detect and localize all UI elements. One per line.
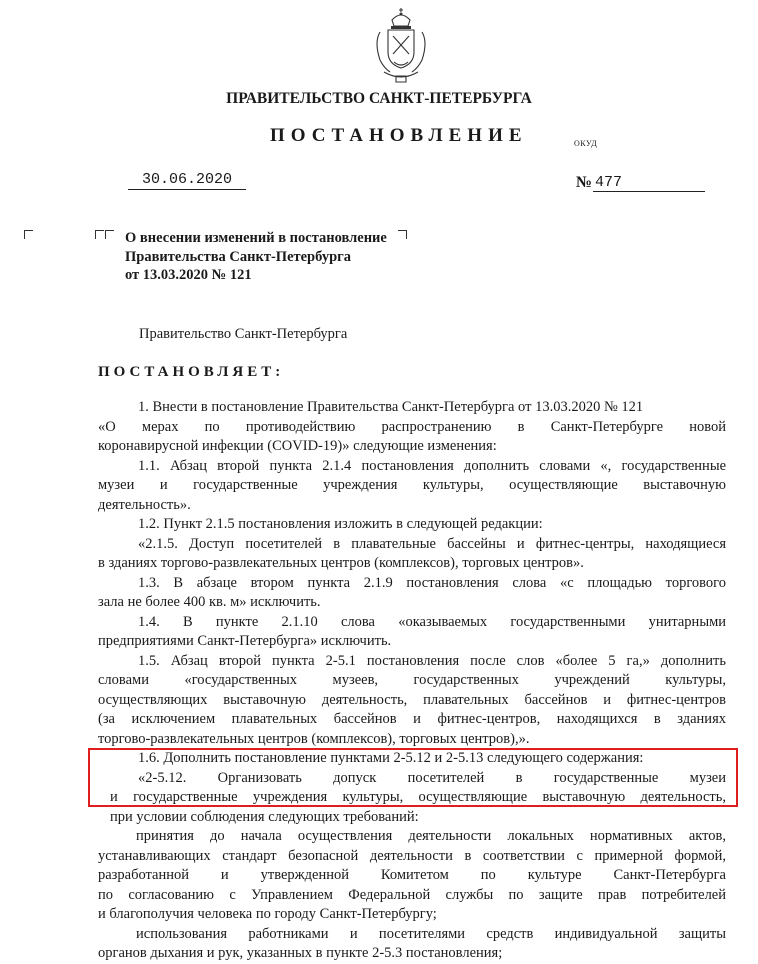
preamble: Правительство Санкт-Петербурга [139,326,348,342]
body-line: органов дыхания и рук, указанных в пункте 2-5.3 постановления; [98,945,503,961]
body-line: устанавливающих стандарт безопасной деятельности в соответствии с примерной формой, [98,847,726,864]
body-line: 1.3. В абзаце втором пункта 2.1.9 постановления слова «с площадью торгового [138,574,726,591]
body-line: «О мерах по противодействию распространению в Санкт-Петербурге новой [98,418,726,435]
government-title: ПРАВИТЕЛЬСТВО САНКТ-ПЕТЕРБУРГА [226,90,532,107]
body-line: музеи и государственные учреждения культуры, осуществляющие выставочную [98,477,726,493]
body-line: по согласованию с Управлением Федеральной службы по защите прав потребителей [98,886,726,903]
body-line: использования работниками и посетителями средств индивидуальной защиты [136,925,726,942]
body-line: предприятиями Санкт-Петербурга» исключить. [98,633,392,649]
number-sign: № [576,174,593,191]
body-line: зала не более 400 кв. м» исключить. [98,594,321,610]
body-line: коронавирусной инфекции (COVID-19)» следующие изменения: [98,438,497,454]
body-line: деятельность». [98,496,191,513]
decree-date: 30.06.2020 [128,171,246,190]
body-line: разработанной и утвержденной Комитетом по культуре Санкт-Петербурга [98,867,726,883]
corner-mark-mid2 [105,230,114,239]
body-line: в зданиях торгово-развлекательных центров (комплексов), торговых центров». [98,555,584,571]
corner-mark-left [24,230,33,239]
decree-subject [125,229,415,285]
body-line: осуществляющих выставочную деятельность, плавательных бассейнов и фитнес-центров [98,691,726,708]
body-line: 1.5. Абзац второй пункта 2-5.1 постановления после слов «более 5 га,» дополнить [138,652,726,669]
body-line: (за исключением плавательных бассейнов и фитнес-центров, находящихся в зданиях [98,711,726,727]
body-line: 1.1. Абзац второй пункта 2.1.4 постановления дополнить словами «, государственные [138,457,726,474]
highlighted-line: и государственные учреждения культуры, осуществляющие выставочную деятельность, [110,789,726,805]
body-line: словами «государственных музеев, государственных учреждений культуры, [98,672,726,688]
subject-line: О внесении изменений в постановление [125,230,387,246]
highlighted-line: при условии соблюдения следующих требований: [110,808,419,825]
decree-body [98,398,726,964]
subject-line: от 13.03.2020 № 121 [125,267,252,283]
body-line: 1.2. Пункт 2.1.5 постановления изложить в следующей редакции: [138,516,543,532]
document-type-title: ПОСТАНОВЛЕНИЕ [270,125,528,146]
body-line: 1.4. В пункте 2.1.10 слова «оказываемых государственными унитарными [138,613,726,630]
okud-label: ОКУД [574,139,598,148]
saint-petersburg-coat-of-arms-icon [370,6,432,84]
body-line: «2.1.5. Доступ посетителей в плавательные бассейны и фитнес-центры, находящиеся [138,535,726,552]
body-line: 1. Внести в постановление Правительства Санкт-Петербурга от 13.03.2020 № 121 [138,399,644,415]
highlighted-line: «2-5.12. Организовать допуск посетителей в государственные музеи [138,769,726,786]
corner-mark-mid [95,230,104,239]
body-line: торгово-развлекательных центров (комплексов), торговых центров),». [98,730,530,747]
decree-number: 477 [593,174,705,192]
highlight-box [88,748,738,807]
resolves-heading: ПОСТАНОВЛЯЕТ: [98,364,285,380]
body-line: 1.6. Дополнить постановление пунктами 2-5.12 и 2-5.13 следующего содержания: [138,750,644,766]
body-line: принятия до начала осуществления деятельности локальных нормативных актов, [136,828,726,844]
subject-line: Правительства Санкт-Петербурга [125,248,351,265]
body-line: и благополучия человека по городу Санкт-Петербургу; [98,906,437,922]
